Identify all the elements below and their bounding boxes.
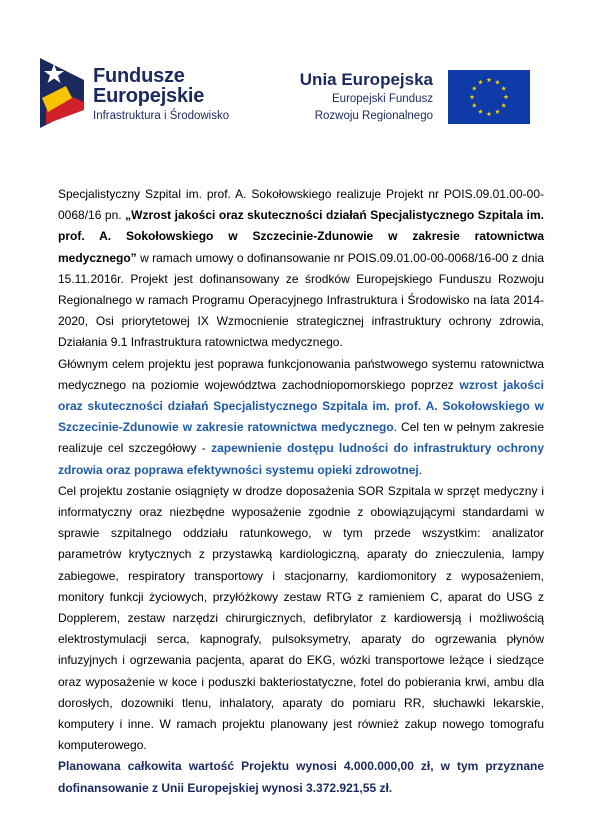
unia-europejska-text <box>300 70 433 124</box>
specific-goal-highlight: zapewnienie dostępu ludności do infrastruktury ochrony zdrowia oraz poprawa efektywności systemu opieki zdrowotnej <box>58 441 545 477</box>
fe-subtitle: Infrastruktura i Środowisko <box>93 110 230 122</box>
ue-title: Unia Europejska <box>299 70 433 89</box>
fe-title-line1: Fundusze <box>93 65 185 87</box>
ue-subtitle-line2: Rozwoju Regionalnego <box>314 110 433 122</box>
p2-text-a: Głównym celem projektu jest poprawa funkcjonowania państwowego systemu ratownictwa medycznego na poziomie województwa zachodniopomorskiego poprzez <box>58 356 544 392</box>
project-description <box>58 184 544 799</box>
fundusze-europejskie-text <box>93 66 229 124</box>
paragraph-equipment: Cel projektu zostanie osiągnięty w drodze doposażenia SOR Szpitala w sprzęt medyczny i informatyczny oraz niezbędne wyposażenie zgodnie z obowiązującymi standardami w sprawie szpitalnego oddziału ratunkowego, w tym przede wszystkim: analizator parametrów krytycznych z przystawką kardiologiczną, aparaty do znieczulenia, lampy zabiegowe, respiratory transportowy i stacjonarny, kardiomonitory z wyposażeniem, monitory funkcji życiowych, przyłóżkowy zestaw RTG z ramieniem C, aparat do USG z Dopplerem, zestaw narzędzi chirurgicznych, defibrylator z kardiowersją i możliwością elektrostymulacji serca, kapnografy, pulsoksymetry, aparaty do ogrzewania płynów infuzyjnych i ogrzewania pacjenta, aparat do EKG, wózki transportowe leżące i siedzące oraz wyposażenie w koce i poduszki bakteriostatyczne, fotel do pobierania krwi, ambu dla dorosłych, dozowniki tlenu, inhalatory, aparaty do pomiaru RR, słuchawki lekarskie, komputery i inne. W ramach projektu planowany jest również zakup nowego tomografu komputerowego. <box>58 483 544 753</box>
main-goal-highlight: wzrost jakości oraz skuteczności działań Specjalistycznego Szpitala im. prof. A. Sokołowskiego w Szczecinie-Zdunowie w zakresie ratownictwa medycznego <box>58 377 545 435</box>
eu-flag-icon <box>448 70 530 124</box>
ue-subtitle-line1: Europejski Fundusz <box>332 93 433 105</box>
fe-title-line2: Europejskie <box>93 85 205 107</box>
paragraph-budget: Planowana całkowita wartość Projektu wynosi 4.000.000,00 zł, w tym przyznane dofinansowanie z Unii Europejskiej wynosi 3.372.921,55 zł. <box>58 759 544 795</box>
p2-text-c: . Cel ten w pełnym zakresie realizuje cel szczegółowy - <box>58 420 544 456</box>
fundusze-europejskie-logo-icon <box>40 58 84 128</box>
project-title-bold: „Wzrost jakości oraz skuteczności działań Specjalistycznego Szpitala im. prof. A. Sokołowskiego w Szczecinie-Zdunowie w zakresie ratownictwa medycznego” <box>58 208 545 265</box>
p2-text-e: . <box>418 462 423 477</box>
p1-text-c: w ramach umowy o dofinansowanie nr POIS.09.01.00-00-0068/16-00 z dnia 15.11.2016r. Projekt jest dofinansowany ze środków Europejskiego Funduszu Rozwoju Regionalnego w ramach Programu Operacyjnego Infrastruktura i Środowisko na lata 2014-2020, Osi priorytetowej IX Wzmocnienie strategicznej infrastruktury ochrony zdrowia, Działania 9.1 Infrastruktura ratownictwa medycznego. <box>58 250 544 350</box>
paragraph-project-info <box>58 184 544 354</box>
p1-text-a: Specjalistyczny Szpital im. prof. A. Sokołowskiego realizuje Projekt nr POIS.09.01.00-00-0068/16 pn. <box>58 187 544 223</box>
logo-header <box>0 0 595 160</box>
paragraph-main-goal <box>58 354 544 481</box>
